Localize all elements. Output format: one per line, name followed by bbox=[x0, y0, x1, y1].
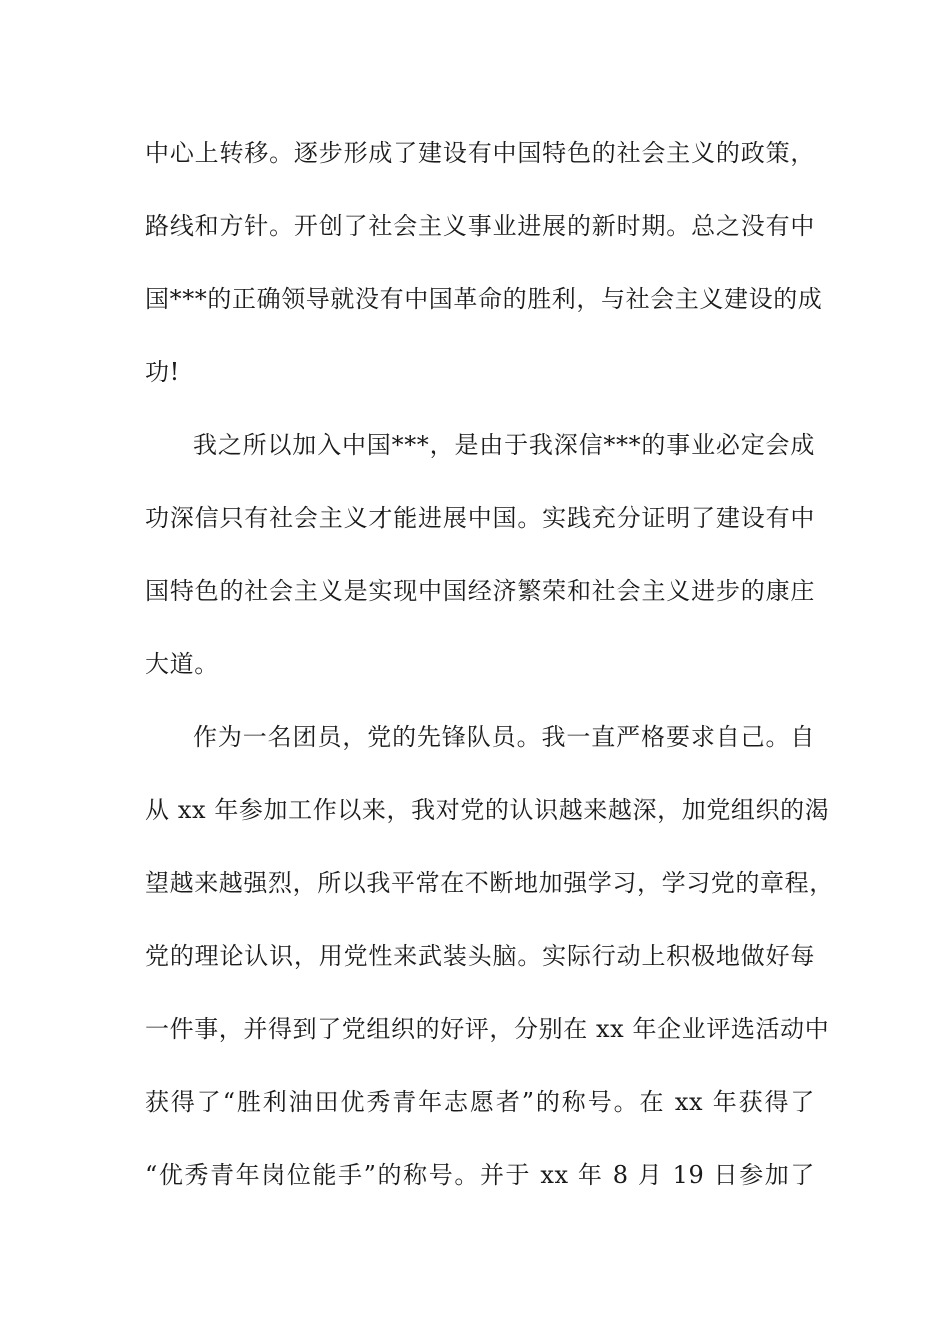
text-line: 一件事，并得到了党组织的好评，分别在 xx 年企业评选活动中 bbox=[145, 1015, 830, 1043]
paragraph-first-line: 作为一名团员，党的先锋队员。我一直严格要求自己。自 bbox=[193, 723, 815, 751]
text-line: 党的理论认识，用党性来武装头脑。实际行动上积极地做好每 bbox=[145, 942, 815, 970]
text-line: 望越来越强烈，所以我平常在不断地加强学习，学习党的章程， bbox=[145, 869, 834, 897]
text-line: 从 xx 年参加工作以来，我对党的认识越来越深，加党组织的渴 bbox=[145, 796, 830, 824]
text-line: 获得了“胜利油田优秀青年志愿者”的称号。在 xx 年获得了 bbox=[145, 1088, 815, 1116]
text-line: 大道。 bbox=[145, 650, 219, 678]
paragraph-first-line: 我之所以加入中国***，是由于我深信***的事业必定会成 bbox=[193, 431, 815, 459]
text-line: 功! bbox=[145, 358, 180, 386]
text-line: 国特色的社会主义是实现中国经济繁荣和社会主义进步的康庄 bbox=[145, 577, 815, 605]
text-line: 路线和方针。开创了社会主义事业进展的新时期。总之没有中 bbox=[145, 212, 815, 240]
text-line: 功深信只有社会主义才能进展中国。实践充分证明了建设有中 bbox=[145, 504, 815, 532]
text-line: “优秀青年岗位能手”的称号。并于 xx 年 8 月 19 日参加了 bbox=[145, 1161, 815, 1189]
text-line: 国***的正确领导就没有中国革命的胜利，与社会主义建设的成 bbox=[145, 285, 823, 313]
text-line: 中心上转移。逐步形成了建设有中国特色的社会主义的政策， bbox=[145, 139, 815, 167]
